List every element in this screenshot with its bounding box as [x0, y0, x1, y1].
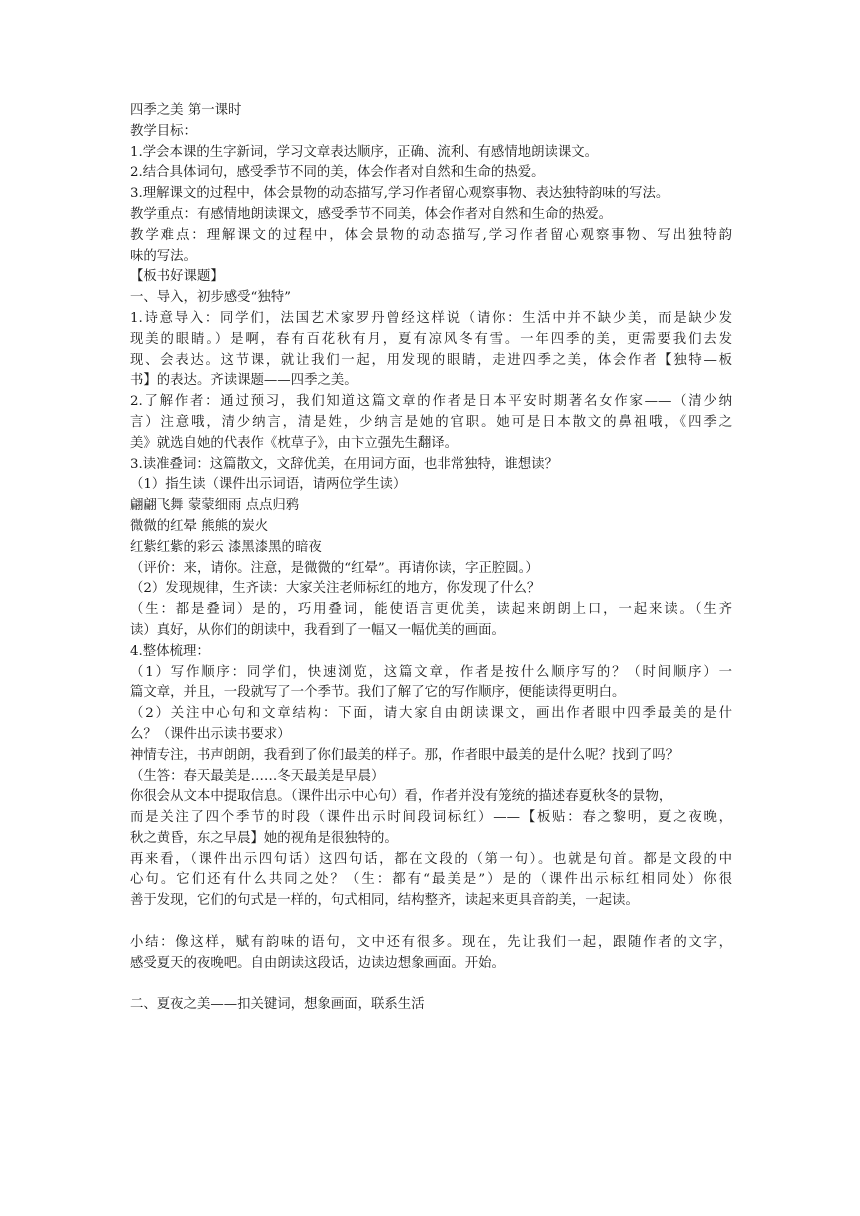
- document-title: 四季之美 第一课时: [130, 103, 242, 118]
- document-body: [130, 122, 732, 1016]
- text-line: 再来看，（课件出示四句话）这四句话，都在文段的（第一句）。也就是句首。都是文段的中: [130, 851, 732, 867]
- text-line: 3.读准叠词：这篇散文，文辞优美，在用词方面，也非常独特，谁想读？: [130, 456, 558, 472]
- text-line: （生：都是叠词）是的，巧用叠词，能使语言更优美，读起来朗朗上口，一起来读。（生齐: [130, 602, 732, 618]
- text-line: （1）指生读（课件出示词语，请两位学生读）: [130, 477, 407, 493]
- text-line: 现、会表达。这节课，就让我们一起，用发现的眼睛，走进四季之美，体会作者【独特—板: [130, 352, 732, 368]
- text-line: 二、夏夜之美——扣关键词，想象画面，联系生活: [130, 997, 425, 1013]
- text-line: 神情专注，书声朗朗，我看到了你们最美的样子。那，作者眼中最美的是什么呢？找到了吗？: [130, 747, 680, 763]
- text-line: 美》就选自她的代表作《枕草子》，由卞立强先生翻译。: [130, 435, 459, 451]
- text-line: 1.学会本课的生字新词，学习文章表达顺序，正确、流利、有感情地朗读课文。: [130, 144, 599, 160]
- text-line: 么？（课件出示读书要求）: [130, 726, 291, 742]
- text-line: 味的写法。: [130, 248, 197, 264]
- text-line: 而是关注了四个季节的时段（课件出示时间段词标红）——【板贴：春之黎明，夏之夜晚，: [130, 810, 732, 826]
- text-line: 【板书好课题】: [130, 269, 224, 285]
- text-line: 秋之黄昏，东之早晨】她的视角是很独特的。: [130, 830, 398, 846]
- text-line: 3.理解课文的过程中，体会景物的动态描写,学习作者留心观察事物、表达独特韵味的写法。: [130, 186, 670, 202]
- text-line: 2.结合具体词句，感受季节不同的美，体会作者对自然和生命的热爱。: [130, 165, 545, 181]
- text-line: （1）写作顺序：同学们，快速浏览，这篇文章，作者是按什么顺序写的？（时间顺序）一: [130, 664, 732, 680]
- text-line: 翩翩飞舞 蒙蒙细雨 点点归鸦: [130, 498, 300, 514]
- text-line: 2.了解作者：通过预习，我们知道这篇文章的作者是日本平安时期著名女作家——（清少纳: [130, 394, 732, 410]
- text-line: 小结：像这样，赋有韵味的语句，文中还有很多。现在，先让我们一起，跟随作者的文字，: [130, 934, 732, 950]
- text-line: 善于发现，它们的句式是一样的，句式相同，结构整齐，读起来更具音韵美，一起读。: [130, 893, 639, 909]
- document-page: [130, 101, 732, 1016]
- text-line: 读）真好，从你们的朗读中，我看到了一幅又一幅优美的画面。: [130, 622, 505, 638]
- text-line: 现美的眼睛。）是啊，春有百花秋有月，夏有凉风冬有雪。一年四季的美，更需要我们去发: [130, 331, 732, 347]
- text-line: 感受夏天的夜晚吧。自由朗读这段话，边读边想象画面。开始。: [130, 955, 505, 971]
- text-line: 心句。它们还有什么共同之处？（生：都有“最美是”）是的（课件出示标红相同处）你很: [130, 872, 732, 888]
- text-line: 微微的红晕 熊熊的炭火: [130, 518, 269, 534]
- text-line: （2）发现规律，生齐读：大家关注老师标红的地方，你发现了什么？: [130, 581, 541, 597]
- text-line: 言）注意哦，清少纳言，清是姓，少纳言是她的官职。她可是日本散文的鼻祖哦，《四季之: [130, 414, 732, 430]
- text-line: 教学重点：有感情地朗读课文，感受季节不同美，体会作者对自然和生命的热爱。: [130, 206, 613, 222]
- text-line: 一、导入，初步感受“独特”: [130, 290, 291, 306]
- blank-line: [130, 974, 732, 995]
- text-line: 教学目标：: [130, 123, 197, 139]
- text-line: 1.诗意导入：同学们，法国艺术家罗丹曾经这样说（请你：生活中并不缺少美，而是缺少发: [130, 310, 732, 326]
- text-line: 篇文章，并且，一段就写了一个季节。我们了解了它的写作顺序，便能读得更明白。: [130, 685, 626, 701]
- text-line: （2）关注中心句和文章结构：下面，请大家自由朗读课文，画出作者眼中四季最美的是什: [130, 706, 732, 722]
- text-line: 书】的表达。齐读课题——四季之美。: [130, 373, 358, 389]
- blank-line: [130, 912, 732, 933]
- text-line: （生答：春天最美是……冬天最美是早晨）: [130, 768, 385, 784]
- text-line: （评价：来，请你。注意，是微微的“红晕”。再请你读，字正腔圆。）: [130, 560, 539, 576]
- text-line: 红紫红紫的彩云 漆黑漆黑的暗夜: [130, 539, 322, 555]
- text-line: 4.整体梳理：: [130, 643, 210, 659]
- text-line: 你很会从文本中提取信息。（课件出示中心句）看，作者并没有笼统的描述春夏秋冬的景物，: [130, 789, 673, 805]
- text-line: 教学难点：理解课文的过程中，体会景物的动态描写,学习作者留心观察事物、写出独特韵: [130, 227, 732, 243]
